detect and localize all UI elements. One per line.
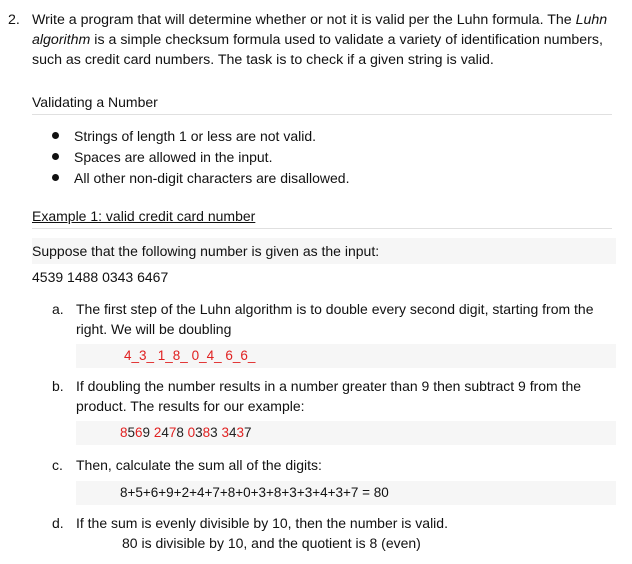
bullet-icon [52, 174, 59, 181]
problem-line-2: algorithm is a simple checksum formula used to validate a variety of identification numbers, [32, 32, 603, 48]
section-heading: Validating a Number [32, 91, 612, 115]
step-c [52, 455, 624, 477]
step-d [52, 513, 624, 555]
step-a-label: a. [52, 301, 64, 317]
result-digit: 6 [135, 425, 143, 440]
result-digit: 0 [187, 425, 196, 440]
step-a-line-2: right. We will be doubling [76, 321, 232, 337]
result-digit: 9 [142, 425, 154, 440]
bullet-icon [52, 153, 59, 160]
result-digit: 3 [195, 425, 203, 440]
result-digit: 8 [176, 425, 188, 440]
result-digit: 8 [202, 425, 211, 440]
doubling-pattern: 4_3_ 1_8_ 0_4_ 6_6_ [76, 344, 616, 368]
rules-list [52, 126, 592, 189]
result-digit: 2 [153, 425, 162, 440]
step-a [52, 299, 624, 341]
bullet-icon [52, 132, 59, 139]
problem-statement [8, 10, 624, 72]
step-a-line-1: The first step of the Luhn algorithm is to double every second digit, starting from the [76, 301, 594, 317]
result-digit: 7 [243, 425, 252, 440]
input-number: 4539 1488 0343 6467 [32, 269, 169, 285]
example-divider [32, 228, 612, 229]
rule-item: Strings of length 1 or less are not valid. [52, 126, 592, 147]
luhn-emphasis: Luhn [575, 12, 608, 28]
input-intro: Suppose that the following number is given as the input: [32, 238, 616, 264]
step-c-line-1: Then, calculate the sum all of the digits: [76, 457, 322, 473]
result-digit: 3 [221, 425, 229, 440]
problem-text [32, 10, 628, 70]
step-d-line-1: If the sum is evenly divisible by 10, then the number is valid. [76, 515, 448, 531]
rule-item: Spaces are allowed in the input. [52, 147, 592, 168]
result-digit: 8 [120, 425, 128, 440]
doubled-result [76, 421, 616, 445]
digit-sum: 8+5+6+9+2+4+7+8+0+3+8+3+3+4+3+7 = 80 [76, 481, 616, 505]
result-digit: 7 [168, 425, 177, 440]
step-b-label: b. [52, 378, 64, 394]
step-d-label: d. [52, 515, 64, 531]
step-b-line-1: If doubling the number results in a number greater than 9 then subtract 9 from the [76, 378, 582, 394]
step-d-line-2: 80 is divisible by 10, and the quotient is 8 (even) [122, 535, 421, 551]
result-digit: 5 [127, 425, 136, 440]
problem-line-1: Write a program that will determine whether or not it is valid per the Luhn formula. The Luhn [32, 12, 608, 28]
section-divider [32, 114, 612, 115]
result-digit: 3 [210, 425, 222, 440]
result-digit: 4 [161, 425, 169, 440]
step-b-line-2: product. The results for our example: [76, 398, 305, 414]
problem-number: 2. [8, 12, 20, 28]
step-c-label: c. [52, 457, 63, 473]
example-heading: Example 1: valid credit card number [32, 205, 612, 229]
algorithm-emphasis: algorithm [32, 32, 91, 48]
result-digit: 3 [236, 425, 244, 440]
rule-item: All other non-digit characters are disallowed. [52, 168, 592, 189]
result-digit: 4 [228, 425, 237, 440]
step-b [52, 376, 624, 418]
problem-line-3: such as credit card numbers. The task is to check if a given string is valid. [32, 52, 494, 68]
